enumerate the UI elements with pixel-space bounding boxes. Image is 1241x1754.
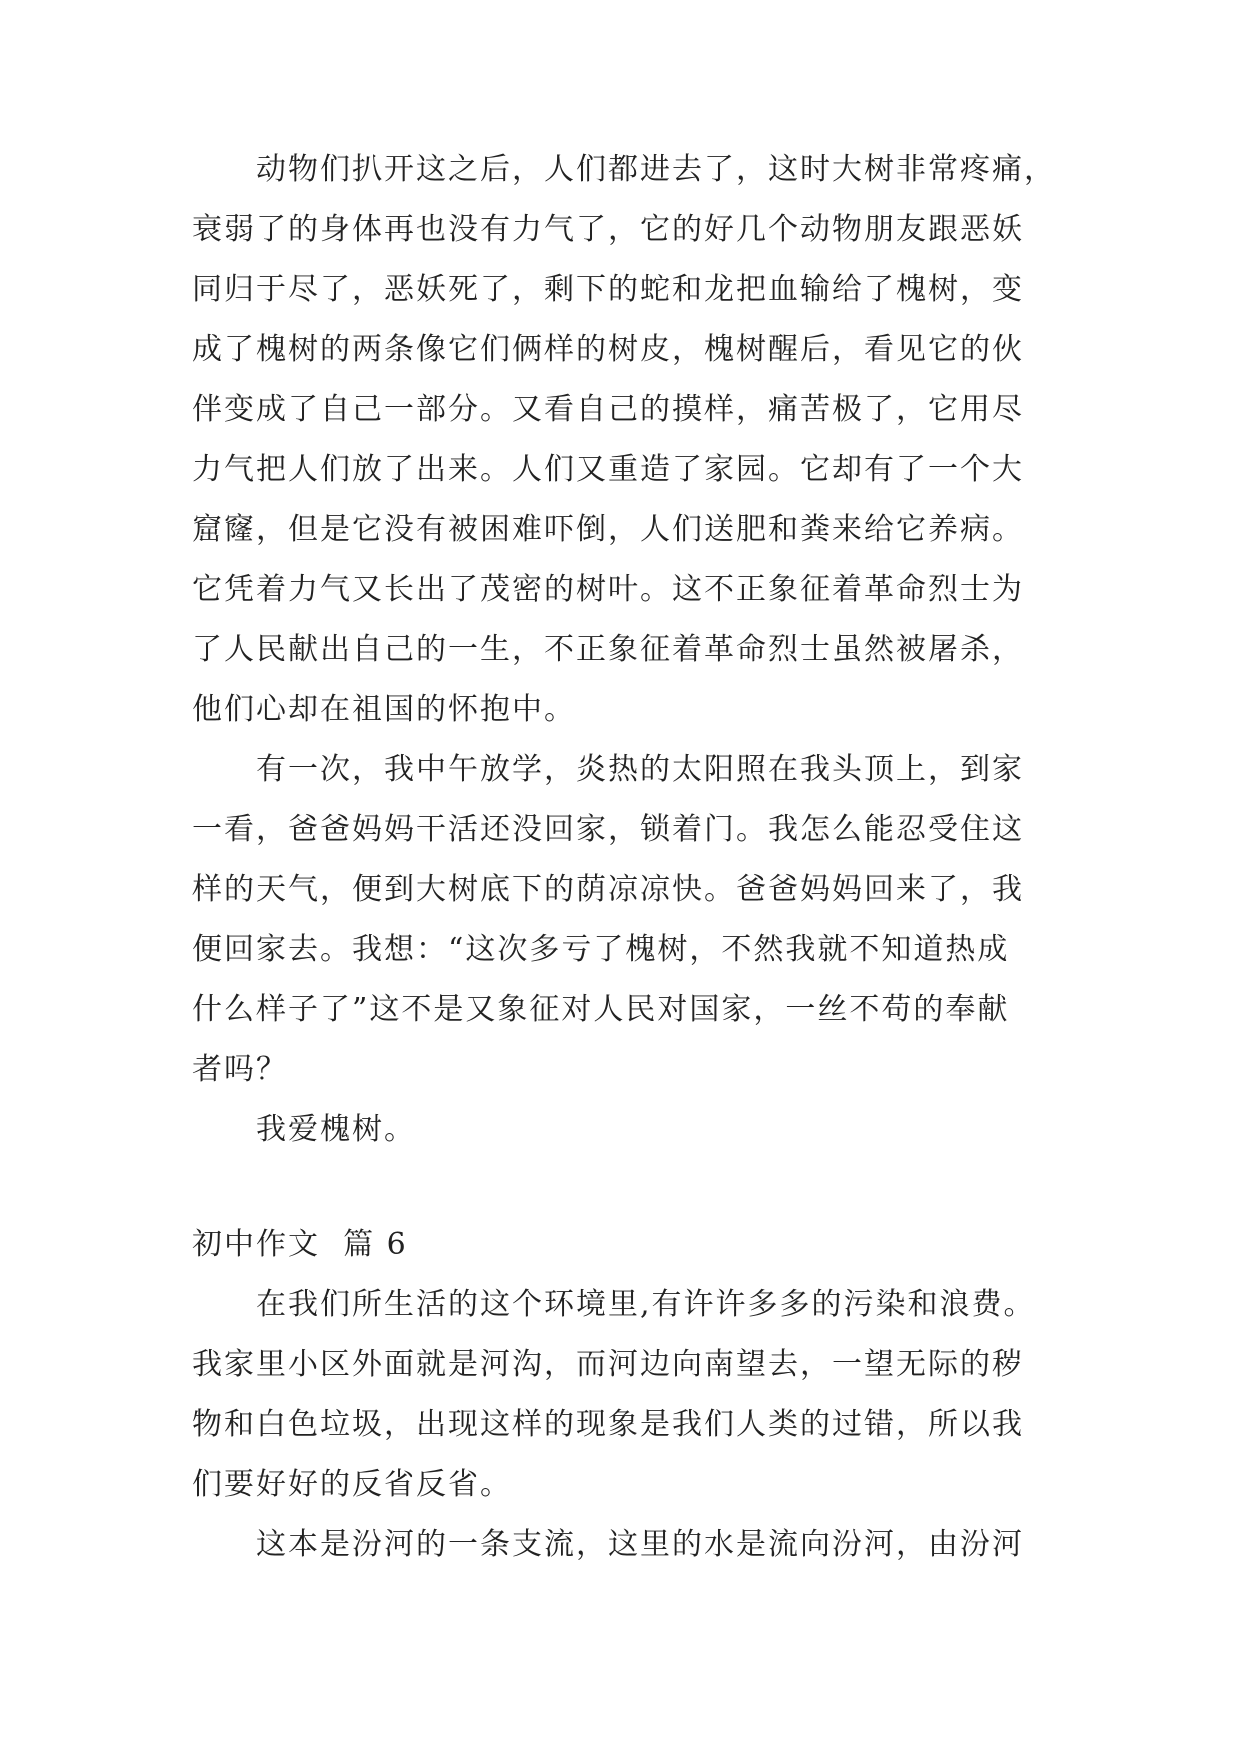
paragraph-line: 样的天气，便到大树底下的荫凉凉快。爸爸妈妈回来了，我 bbox=[192, 872, 1024, 907]
paragraph-line: 我爱槐树。 bbox=[256, 1112, 416, 1147]
paragraph-line: 衰弱了的身体再也没有力气了，它的好几个动物朋友跟恶妖 bbox=[192, 212, 1024, 247]
paragraph-line: 我家里小区外面就是河沟，而河边向南望去，一望无际的秽 bbox=[192, 1347, 1024, 1382]
paragraph-line: 者吗？ bbox=[192, 1052, 288, 1087]
paragraph-line: 他们心却在祖国的怀抱中。 bbox=[192, 692, 576, 727]
section-heading: 初中作文 篇 6 bbox=[192, 1227, 408, 1262]
paragraph-line: 了人民献出自己的一生，不正象征着革命烈士虽然被屠杀， bbox=[192, 632, 1024, 667]
paragraph-line: 在我们所生活的这个环境里,有许许多多的污染和浪费。 bbox=[256, 1287, 1036, 1322]
paragraph-line: 便回家去。我想：“这次多亏了槐树，不然我就不知道热成 bbox=[192, 932, 1010, 967]
paragraph-line: 这本是汾河的一条支流，这里的水是流向汾河，由汾河 bbox=[256, 1527, 1024, 1562]
paragraph-line: 它凭着力气又长出了茂密的树叶。这不正象征着革命烈士为 bbox=[192, 572, 1024, 607]
paragraph-line: 动物们扒开这之后，人们都进去了，这时大树非常疼痛， bbox=[256, 152, 1056, 187]
paragraph-line: 力气把人们放了出来。人们又重造了家园。它却有了一个大 bbox=[192, 452, 1024, 487]
paragraph-line: 有一次，我中午放学，炎热的太阳照在我头顶上，到家 bbox=[256, 752, 1024, 787]
paragraph-line: 成了槐树的两条像它们俩样的树皮，槐树醒后，看见它的伙 bbox=[192, 332, 1024, 367]
paragraph-line: 什么样子了”这不是又象征对人民对国家，一丝不苟的奉献 bbox=[192, 992, 1010, 1027]
paragraph-line: 同归于尽了，恶妖死了，剩下的蛇和龙把血输给了槐树，变 bbox=[192, 272, 1024, 307]
paragraph-line: 一看，爸爸妈妈干活还没回家，锁着门。我怎么能忍受住这 bbox=[192, 812, 1024, 847]
paragraph-line: 们要好好的反省反省。 bbox=[192, 1467, 512, 1502]
paragraph-line: 物和白色垃圾，出现这样的现象是我们人类的过错，所以我 bbox=[192, 1407, 1024, 1442]
paragraph-line: 窟窿，但是它没有被困难吓倒，人们送肥和粪来给它养病。 bbox=[192, 512, 1024, 547]
paragraph-line: 伴变成了自己一部分。又看自己的摸样，痛苦极了，它用尽 bbox=[192, 392, 1024, 427]
